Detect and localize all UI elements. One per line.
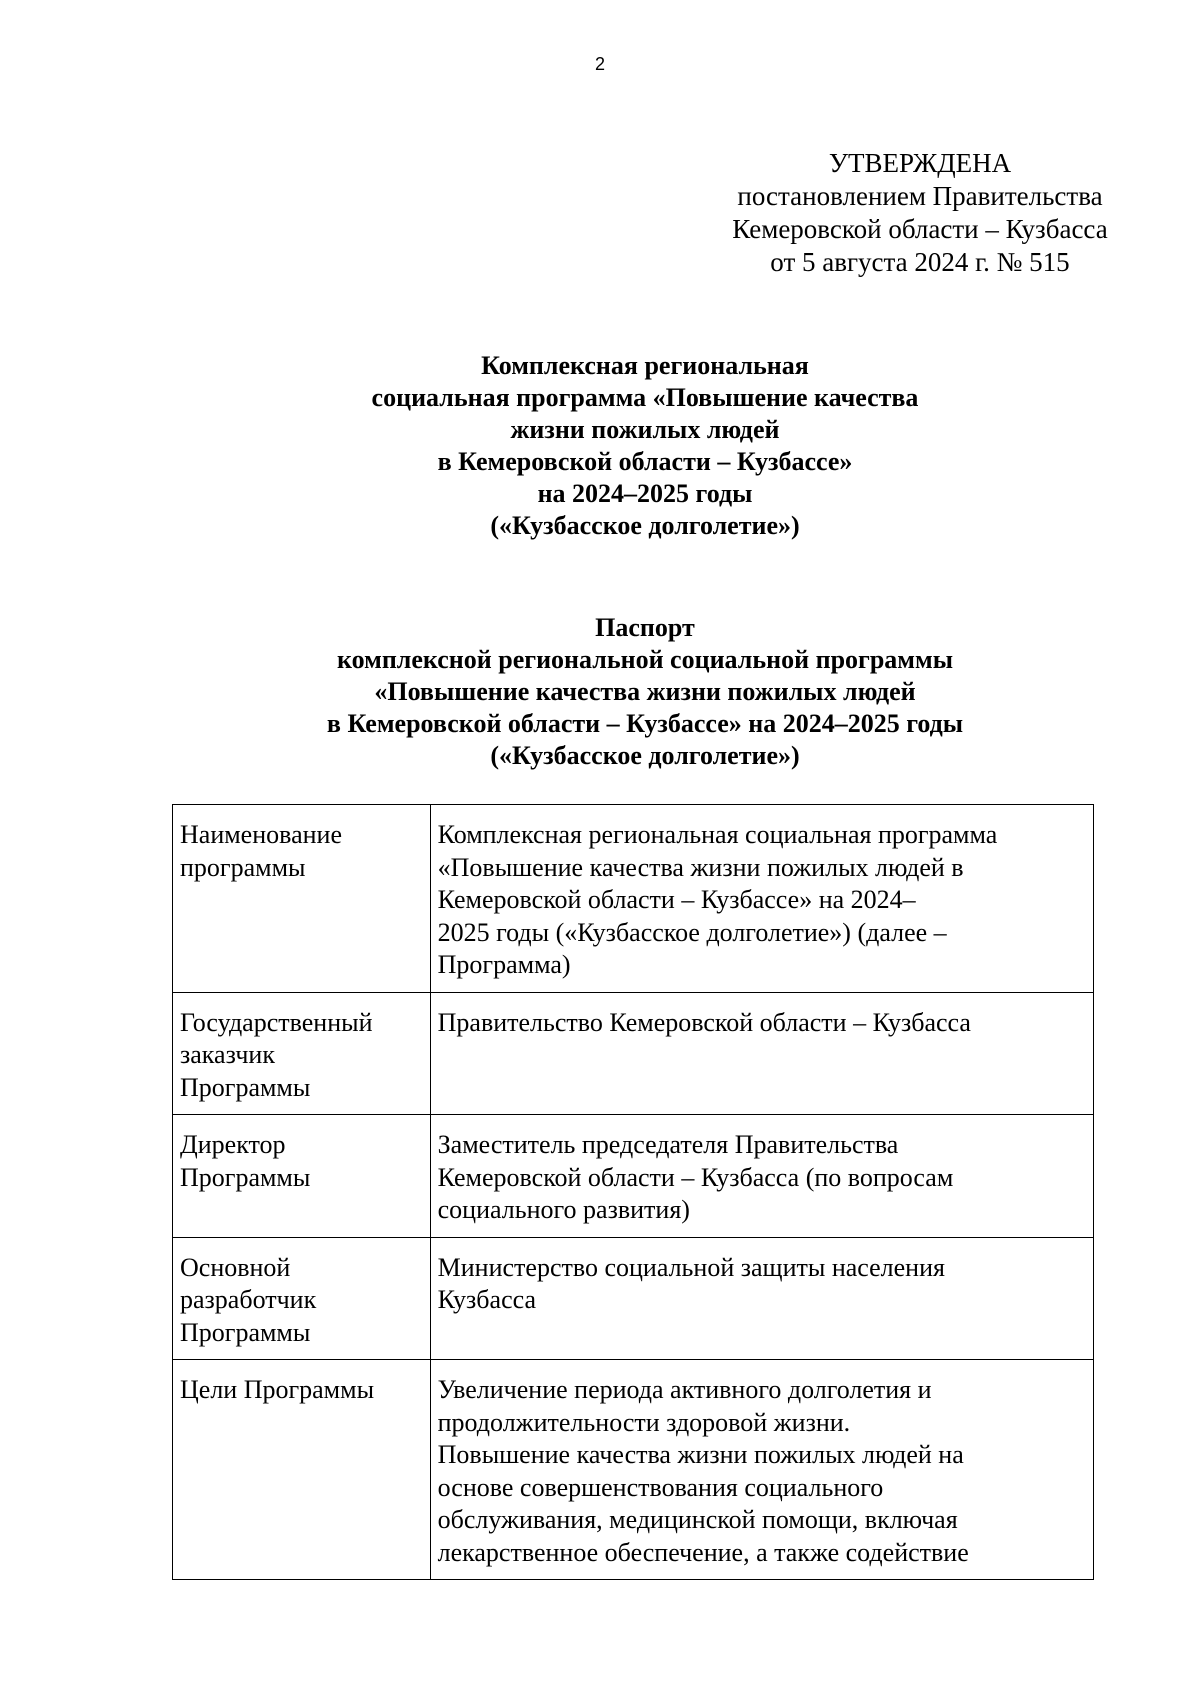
program-title-line: («Кузбасское долголетие») xyxy=(490,511,800,540)
value-line: Кузбасса xyxy=(437,1285,537,1314)
approval-heading: УТВЕРЖДЕНА xyxy=(828,148,1012,178)
label-line: Наименование xyxy=(180,820,342,849)
program-title-line: Комплексная региональная xyxy=(481,351,809,380)
value-line: «Повышение качества жизни пожилых людей в xyxy=(437,852,964,882)
value-line: Заместитель председателя Правительства xyxy=(437,1130,899,1159)
label-line: Программы xyxy=(180,1317,311,1347)
value-line: Министерство социальной защиты населения xyxy=(437,1252,945,1282)
value-line: Комплексная региональная социальная программа xyxy=(437,820,998,849)
label-line: Государственный xyxy=(180,1007,373,1037)
value-line: Кемеровской области – Кузбасса (по вопросам xyxy=(437,1162,954,1192)
passport-title-line: комплексной региональной социальной программы xyxy=(336,645,954,674)
value-line: социального развития) xyxy=(437,1195,690,1224)
table-row-program-director xyxy=(173,1115,1094,1238)
table-row-state-customer xyxy=(173,992,1094,1115)
program-title-line: социальная программа «Повышение качества xyxy=(371,383,919,412)
program-title-line: на 2024–2025 годы xyxy=(537,479,753,508)
value-line: основе совершенствования социального xyxy=(437,1472,884,1502)
approval-line: постановлением Правительства xyxy=(737,181,1103,211)
value-line: Повышение качества жизни пожилых людей на xyxy=(437,1440,964,1469)
page-number: 2 xyxy=(594,54,605,74)
table-value-cell xyxy=(430,805,1093,993)
value-line: Программа) xyxy=(437,950,571,979)
approval-stamp-block xyxy=(700,147,1140,279)
value-line: лекарственное обеспечение, а также содействие xyxy=(437,1537,969,1567)
passport-title-line: «Повышение качества жизни пожилых людей xyxy=(374,677,916,706)
label-line: заказчик xyxy=(180,1040,275,1069)
label-line: Программы xyxy=(180,1072,311,1102)
table-row-program-goals xyxy=(173,1360,1094,1580)
approval-date-number: от 5 августа 2024 г. № 515 xyxy=(770,247,1070,277)
value-line: 2025 годы («Кузбасское долголетие») (далее – xyxy=(437,917,947,947)
approval-line: Кемеровской области – Кузбасса xyxy=(732,214,1108,244)
value-line: Кемеровской области – Кузбассе» на 2024– xyxy=(437,885,916,914)
passport-title-line: Паспорт xyxy=(595,613,695,642)
table-value-cell xyxy=(430,992,1093,1115)
program-title-line: в Кемеровской области – Кузбассе» xyxy=(437,447,853,476)
table-value-cell xyxy=(430,1115,1093,1238)
label-line: программы xyxy=(180,852,306,882)
table-value-cell xyxy=(430,1237,1093,1360)
passport-title xyxy=(0,612,1200,772)
table-label-cell xyxy=(173,1115,431,1238)
label-line: Цели Программы xyxy=(180,1375,375,1404)
passport-title-line: («Кузбасское долголетие») xyxy=(490,741,800,770)
value-line: Правительство Кемеровской области – Кузбасса xyxy=(437,1007,971,1037)
label-line: разработчик xyxy=(180,1285,317,1314)
table-label-cell xyxy=(173,1360,431,1580)
table-label-cell xyxy=(173,992,431,1115)
table-label-cell xyxy=(173,1237,431,1360)
passport-table xyxy=(172,804,1094,1580)
program-title-line: жизни пожилых людей xyxy=(510,415,780,444)
program-title xyxy=(0,350,1200,542)
label-line: Основной xyxy=(180,1252,291,1282)
label-line: Директор xyxy=(180,1130,286,1159)
table-label-cell xyxy=(173,805,431,993)
table-row-main-developer xyxy=(173,1237,1094,1360)
label-line: Программы xyxy=(180,1162,311,1192)
table-value-cell xyxy=(430,1360,1093,1580)
value-line: обслуживания, медицинской помощи, включая xyxy=(437,1505,958,1534)
value-line: Увеличение периода активного долголетия и xyxy=(437,1375,932,1404)
passport-title-line: в Кемеровской области – Кузбассе» на 2024–2025 годы xyxy=(326,709,964,738)
value-line: продолжительности здоровой жизни. xyxy=(437,1407,851,1437)
table-row-program-name xyxy=(173,805,1094,993)
